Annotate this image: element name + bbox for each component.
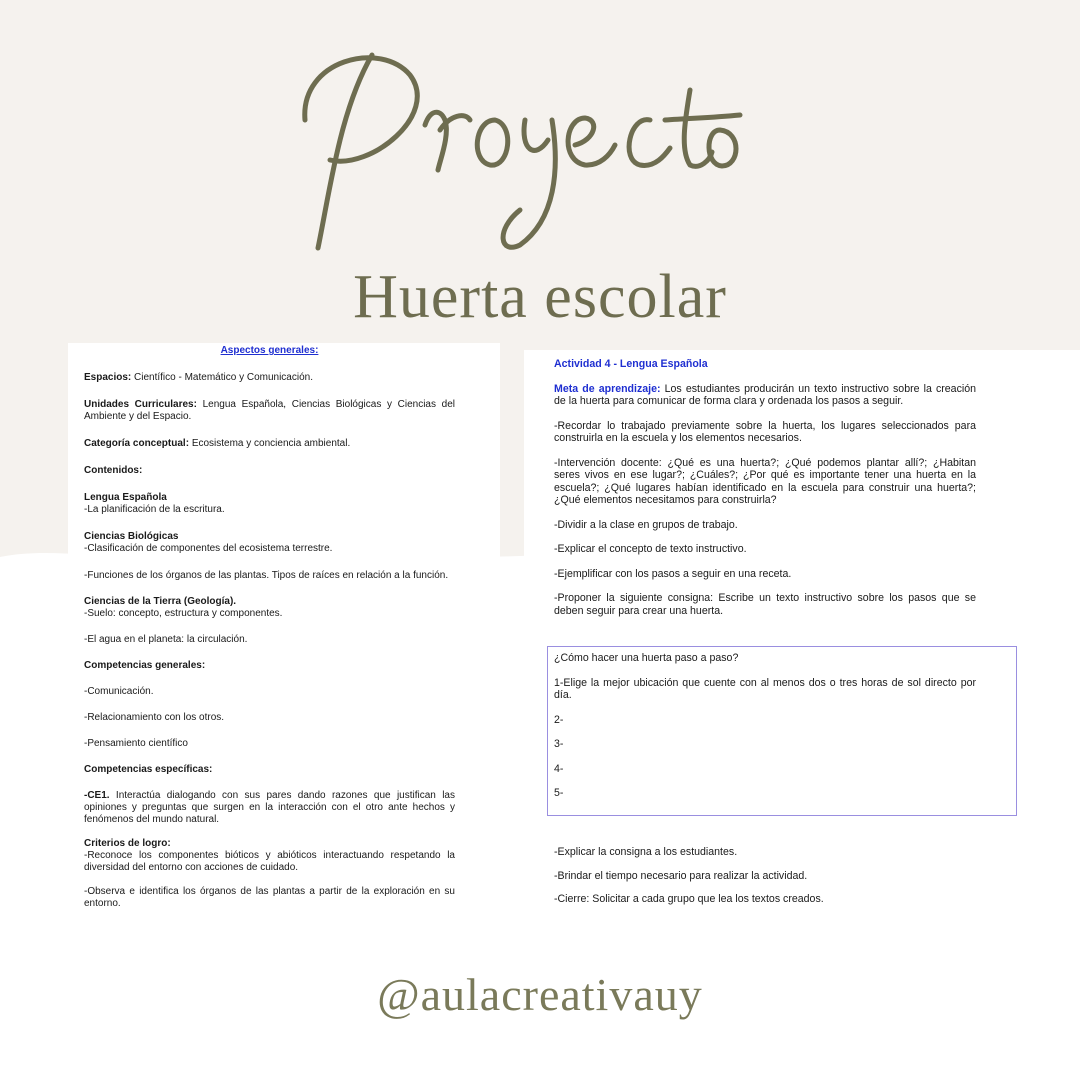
bio-item-1: -Clasificación de componentes del ecosistema terrestre.	[84, 543, 333, 554]
competencia-general-3: -Pensamiento científico	[84, 738, 188, 749]
competencias-especificas-label: Competencias específicas:	[84, 764, 213, 775]
box-item-4: 4-	[554, 762, 564, 775]
step-6: -Proponer la siguiente consigna: Escribe un texto instructivo sobre los pasos que se deben seguir para crear una huerta.	[554, 592, 976, 617]
unidades-row: Unidades Curriculares: Lengua Española, Ciencias Biológicas y Ciencias del Ambiente y del Espacio.	[84, 399, 455, 422]
box-item-1: 1-Elige la mejor ubicación que cuente con al menos dos o tres horas de sol directo por día.	[554, 676, 976, 701]
competencia-general-2: -Relacionamiento con los otros.	[84, 712, 225, 723]
competencias-generales-label: Competencias generales:	[84, 660, 206, 671]
tierra-item-1: -Suelo: concepto, estructura y componentes.	[84, 608, 283, 619]
criterio-2: -Observa e identifica los órganos de las plantas a partir de la exploración en su entorno.	[84, 886, 455, 909]
right-document	[524, 350, 1080, 930]
left-document	[68, 343, 500, 933]
bio-item-2: -Funciones de los órganos de las plantas. Tipos de raíces en relación a la función.	[84, 570, 449, 581]
tierra-item-2: -El agua en el planeta: la circulación.	[84, 634, 248, 645]
step-8: -Brindar el tiempo necesario para realizar la actividad.	[554, 869, 808, 882]
bio-title: Ciencias Biológicas	[84, 531, 179, 542]
social-handle: @aulacreativauy	[377, 969, 703, 1020]
lengua-item: -La planificación de la escritura.	[84, 504, 225, 515]
criterio-1: -Reconoce los componentes bióticos y abióticos interactuando respetando la diversidad del entorno con acciones de cuidado.	[84, 850, 455, 873]
box-item-5: 5-	[554, 787, 564, 799]
box-item-2: 2-	[554, 713, 564, 726]
tierra-title: Ciencias de la Tierra (Geología).	[84, 596, 237, 607]
aspectos-generales-heading[interactable]: Aspectos generales:	[220, 345, 319, 356]
step-1: -Recordar lo trabajado previamente sobre la huerta, los lugares seleccionados para construirla en la escuela y los elementos necesarios.	[554, 419, 976, 444]
step-3: -Dividir a la clase en grupos de trabajo.	[554, 518, 738, 531]
step-7: -Explicar la consigna a los estudiantes.	[554, 846, 738, 858]
lengua-title: Lengua Española	[84, 492, 167, 503]
categoria-row: Categoría conceptual: Ecosistema y conciencia ambiental.	[84, 438, 351, 449]
closing-steps	[554, 846, 976, 906]
meta-row: Meta de aprendizaje: Los estudiantes producirán un texto instructivo sobre la creación de la huerta para comunicar de forma clara y ordenada los pasos a seguir.	[554, 382, 977, 407]
ce1-row: -CE1. Interactúa dialogando con sus pares dando razones que justifican las opiniones y preguntas que surgen en la interacción con el otro ante hechos y fenómenos del mundo natural.	[84, 790, 455, 825]
page-subtitle: Huerta escolar	[353, 263, 727, 331]
criterios-label: Criterios de logro:	[84, 838, 171, 849]
competencia-general-1: -Comunicación.	[84, 686, 154, 697]
step-4: -Explicar el concepto de texto instructivo.	[554, 543, 747, 555]
box-item-3: 3-	[554, 738, 564, 750]
step-2: -Intervención docente: ¿Qué es una huerta?; ¿Qué podemos plantar allí?; ¿Habitan seres vivos en ese lugar?; ¿Cuáles?; ¿Por qué es importante tener una huerta en la escuela?; ¿Qué lugares habían identificado en la escuela para construir una huerta?; ¿Qué elementos necesitamos para construirla?	[554, 456, 976, 506]
activity-title: Actividad 4 - Lengua Española	[554, 358, 708, 370]
espacios-row: Espacios: Científico - Matemático y Comunicación.	[84, 372, 313, 383]
instructions-box	[547, 646, 1017, 816]
step-5: -Ejemplificar con los pasos a seguir en una receta.	[554, 567, 792, 580]
box-question: ¿Cómo hacer una huerta paso a paso?	[554, 652, 739, 664]
step-9: -Cierre: Solicitar a cada grupo que lea los textos creados.	[554, 893, 824, 905]
contenidos-label: Contenidos:	[84, 465, 143, 476]
